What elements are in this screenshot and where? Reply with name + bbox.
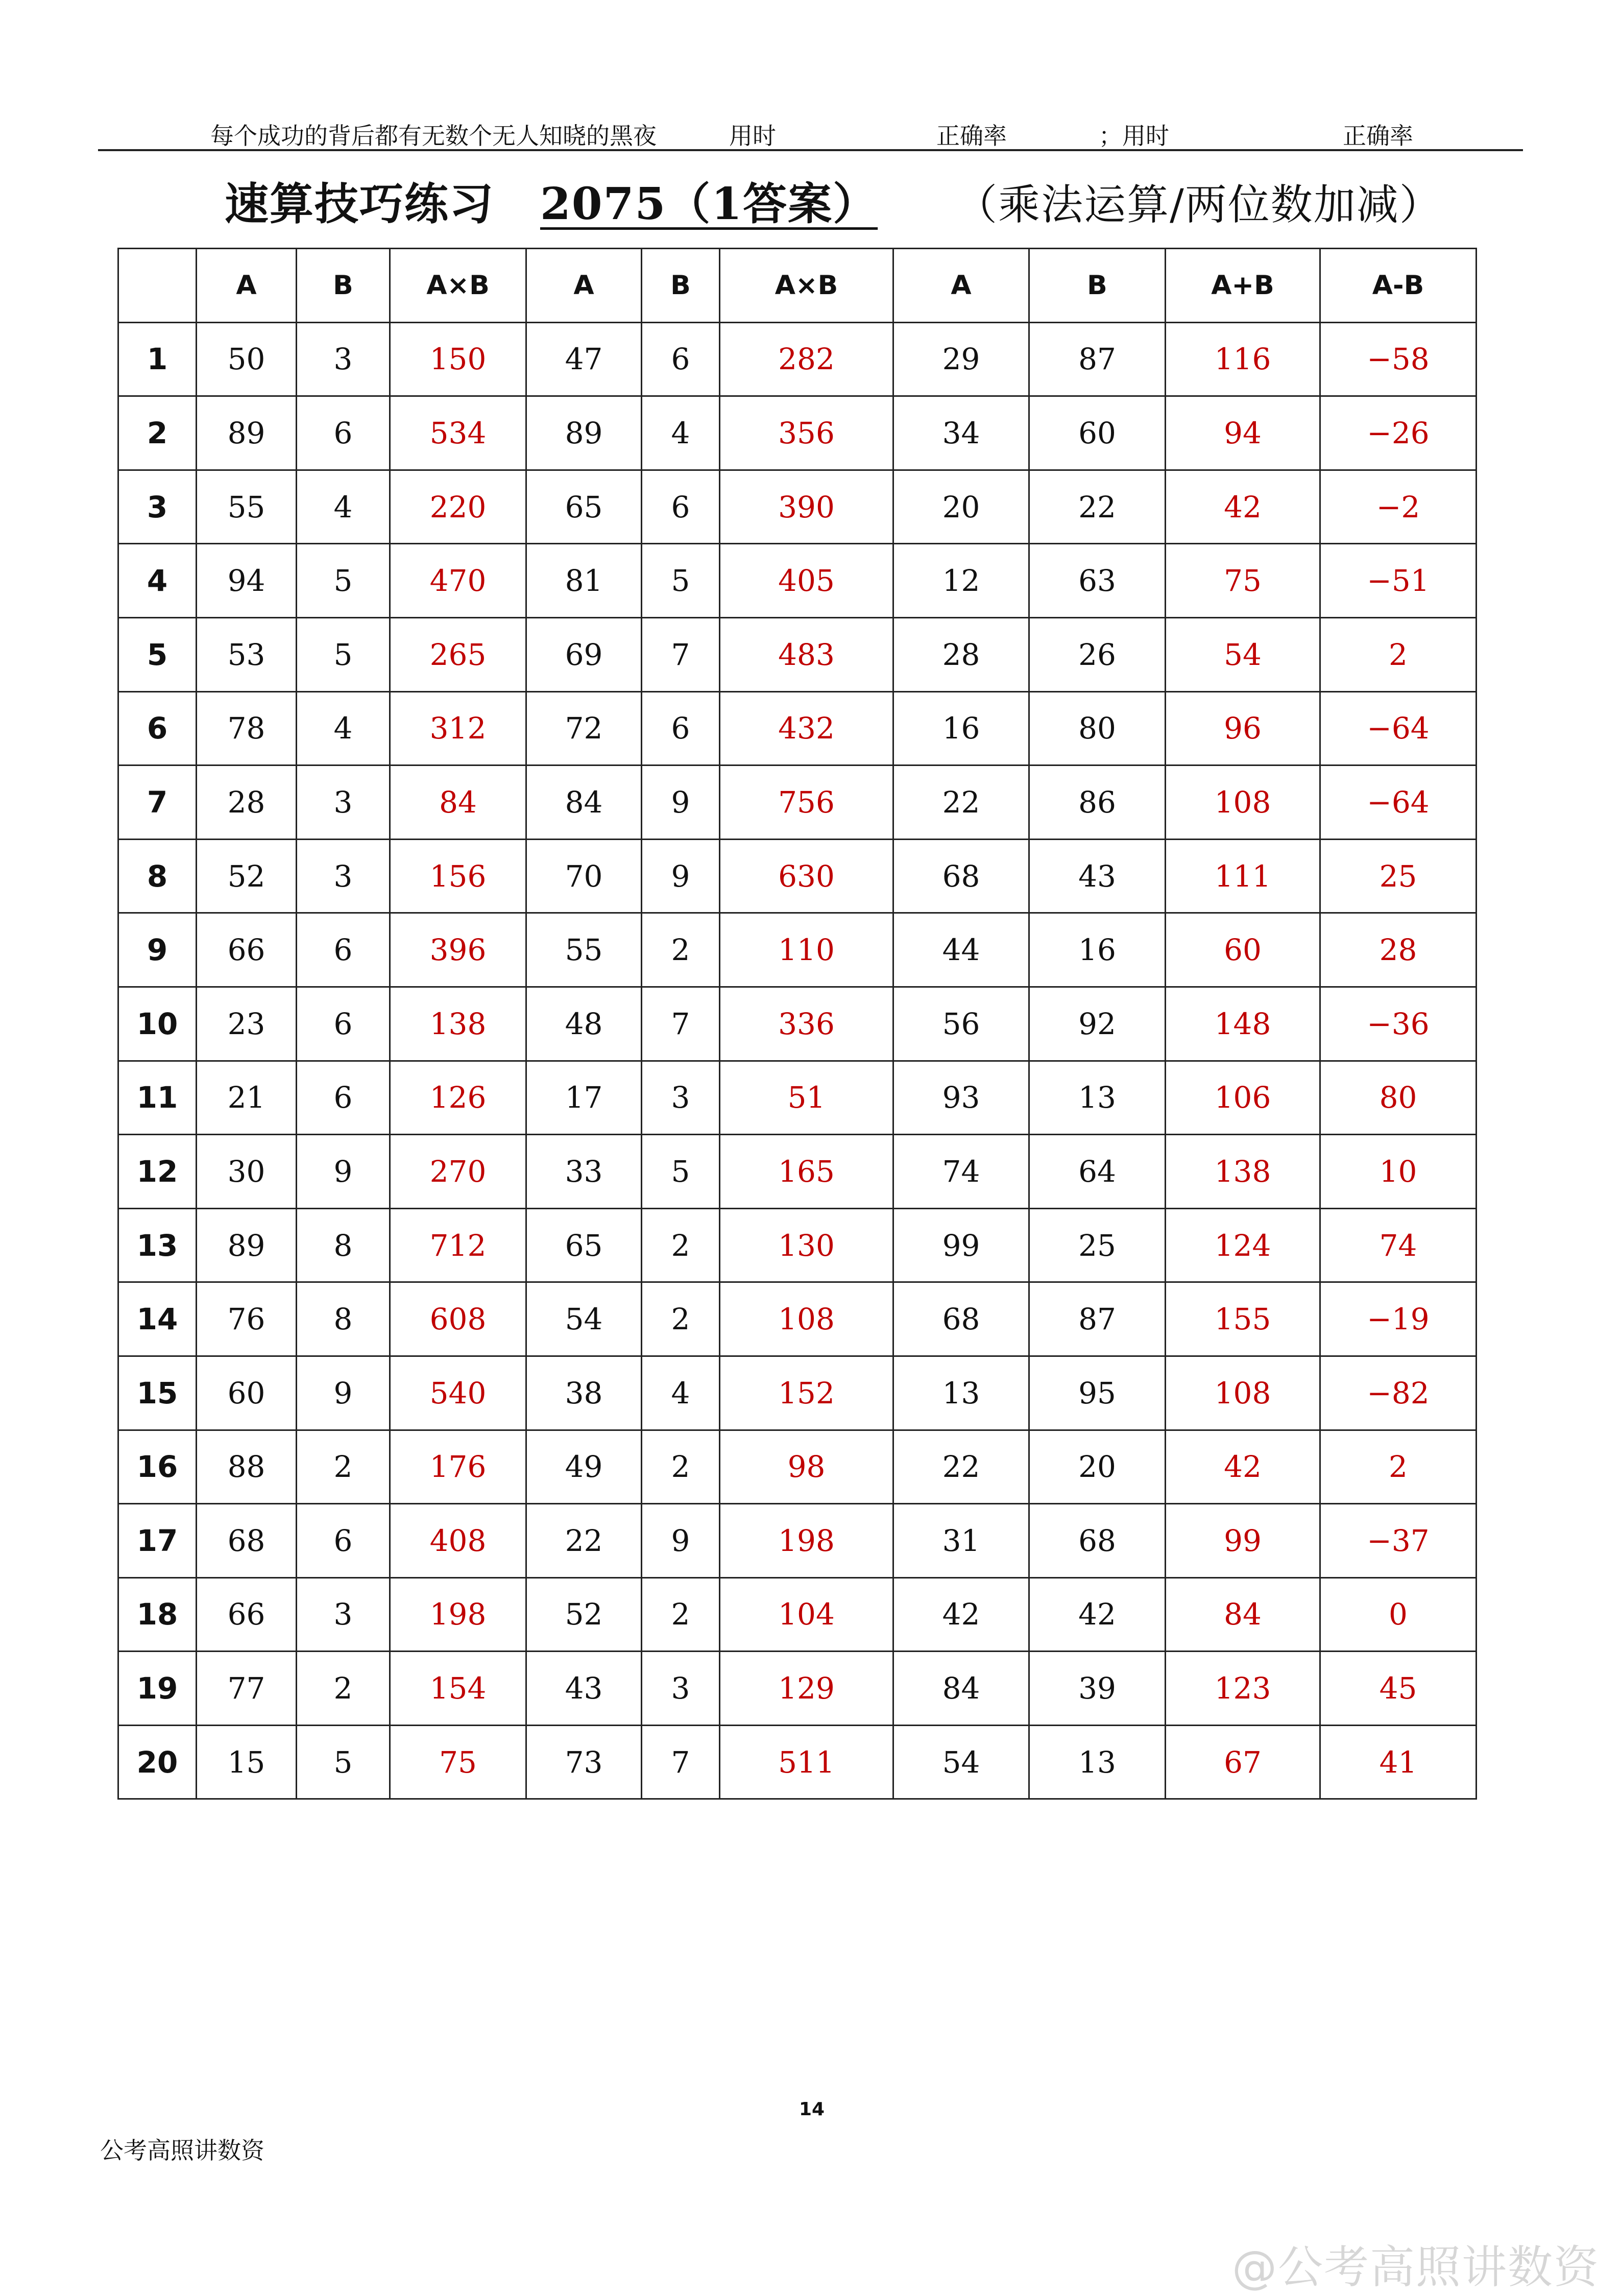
operand-cell: 4 <box>297 470 390 544</box>
table-row <box>118 1208 1477 1282</box>
operand-cell: 13 <box>1029 1725 1166 1799</box>
operand-cell: 5 <box>642 544 720 618</box>
answer-cell: 54 <box>1166 617 1320 691</box>
operand-cell: 7 <box>642 1725 720 1799</box>
row-index: 13 <box>118 1208 197 1282</box>
operand-cell: 86 <box>1029 766 1166 840</box>
answer-cell: 630 <box>720 839 893 913</box>
answer-cell: 42 <box>1166 470 1320 544</box>
operand-cell: 25 <box>1029 1208 1166 1282</box>
operand-cell: 54 <box>526 1282 642 1356</box>
operand-cell: 6 <box>297 913 390 987</box>
table-row <box>118 1577 1477 1652</box>
answer-cell: 608 <box>390 1282 526 1356</box>
answer-cell: −19 <box>1320 1282 1477 1356</box>
answer-cell: 432 <box>720 691 893 766</box>
row-index: 16 <box>118 1430 197 1504</box>
operand-cell: 3 <box>297 839 390 913</box>
operand-cell: 73 <box>526 1725 642 1799</box>
table-row <box>118 544 1477 618</box>
answer-cell: 336 <box>720 987 893 1061</box>
table-row <box>118 1061 1477 1135</box>
operand-cell: 95 <box>1029 1356 1166 1430</box>
operand-cell: 16 <box>893 691 1029 766</box>
answer-cell: 155 <box>1166 1282 1320 1356</box>
operand-cell: 8 <box>297 1282 390 1356</box>
operand-cell: 20 <box>1029 1430 1166 1504</box>
operand-cell: 29 <box>893 322 1029 396</box>
operand-cell: 63 <box>1029 544 1166 618</box>
operand-cell: 3 <box>297 322 390 396</box>
operand-cell: 89 <box>197 396 297 470</box>
operand-cell: 33 <box>526 1135 642 1209</box>
operand-cell: 22 <box>893 766 1029 840</box>
operand-cell: 89 <box>526 396 642 470</box>
row-index: 6 <box>118 691 197 766</box>
operand-cell: 78 <box>197 691 297 766</box>
operand-cell: 2 <box>297 1430 390 1504</box>
answer-cell: 10 <box>1320 1135 1477 1209</box>
answer-cell: 148 <box>1166 987 1320 1061</box>
operand-cell: 13 <box>893 1356 1029 1430</box>
answer-cell: 111 <box>1166 839 1320 913</box>
operand-cell: 22 <box>893 1430 1029 1504</box>
answer-cell: 60 <box>1166 913 1320 987</box>
answer-cell: 129 <box>720 1652 893 1726</box>
operand-cell: 21 <box>197 1061 297 1135</box>
answer-cell: 756 <box>720 766 893 840</box>
operand-cell: 4 <box>642 1356 720 1430</box>
table-row <box>118 691 1477 766</box>
row-index: 8 <box>118 839 197 913</box>
operand-cell: 2 <box>297 1652 390 1726</box>
answer-cell: 25 <box>1320 839 1477 913</box>
answer-cell: 94 <box>1166 396 1320 470</box>
row-index: 5 <box>118 617 197 691</box>
operand-cell: 65 <box>526 1208 642 1282</box>
answer-cell: −51 <box>1320 544 1477 618</box>
row-index: 18 <box>118 1577 197 1652</box>
answer-cell: 108 <box>1166 766 1320 840</box>
table-row <box>118 1725 1477 1799</box>
answer-cell: 130 <box>720 1208 893 1282</box>
operand-cell: 22 <box>1029 470 1166 544</box>
answer-cell: 116 <box>1166 322 1320 396</box>
operand-cell: 72 <box>526 691 642 766</box>
accuracy-blank-2[interactable] <box>1413 130 1490 151</box>
answer-cell: 483 <box>720 617 893 691</box>
answer-cell: −64 <box>1320 766 1477 840</box>
row-index: 1 <box>118 322 197 396</box>
page-number: 14 <box>799 2099 825 2120</box>
operand-cell: 53 <box>197 617 297 691</box>
answer-cell: 74 <box>1320 1208 1477 1282</box>
operand-cell: 50 <box>197 322 297 396</box>
operand-cell: 3 <box>297 1577 390 1652</box>
row-index: 9 <box>118 913 197 987</box>
answer-cell: 270 <box>390 1135 526 1209</box>
answer-cell: 2 <box>1320 1430 1477 1504</box>
operand-cell: 3 <box>297 766 390 840</box>
operand-cell: 68 <box>893 839 1029 913</box>
answer-cell: 511 <box>720 1725 893 1799</box>
row-index: 15 <box>118 1356 197 1430</box>
operand-cell: 30 <box>197 1135 297 1209</box>
answer-cell: 154 <box>390 1652 526 1726</box>
header-cell: B <box>1029 249 1166 323</box>
operand-cell: 64 <box>1029 1135 1166 1209</box>
operand-cell: 3 <box>642 1652 720 1726</box>
operand-cell: 28 <box>893 617 1029 691</box>
answer-cell: 165 <box>720 1135 893 1209</box>
operand-cell: 70 <box>526 839 642 913</box>
table-row <box>118 987 1477 1061</box>
answer-cell: 2 <box>1320 617 1477 691</box>
operand-cell: 6 <box>297 1504 390 1578</box>
operand-cell: 16 <box>1029 913 1166 987</box>
answer-cell: 390 <box>720 470 893 544</box>
answer-cell: 408 <box>390 1504 526 1578</box>
header-cell: A×B <box>390 249 526 323</box>
operand-cell: 2 <box>642 1208 720 1282</box>
operand-cell: 84 <box>526 766 642 840</box>
table-row <box>118 1504 1477 1578</box>
answer-cell: 110 <box>720 913 893 987</box>
header-cell: A <box>197 249 297 323</box>
operand-cell: 20 <box>893 470 1029 544</box>
watermark: @公考高照讲数资 <box>1231 2241 1600 2293</box>
operand-cell: 52 <box>526 1577 642 1652</box>
operand-cell: 60 <box>197 1356 297 1430</box>
page-title <box>225 169 1442 230</box>
table-row <box>118 1652 1477 1726</box>
operand-cell: 76 <box>197 1282 297 1356</box>
operand-cell: 77 <box>197 1652 297 1726</box>
operand-cell: 52 <box>197 839 297 913</box>
operand-cell: 6 <box>297 987 390 1061</box>
table-row <box>118 322 1477 396</box>
title-subtitle: （乘法运算/两位数加减） <box>955 181 1442 229</box>
answer-cell: 28 <box>1320 913 1477 987</box>
answer-cell: 75 <box>1166 544 1320 618</box>
operand-cell: 87 <box>1029 322 1166 396</box>
answer-cell: 198 <box>390 1577 526 1652</box>
operand-cell: 3 <box>642 1061 720 1135</box>
table-header-row <box>118 249 1477 323</box>
row-index: 17 <box>118 1504 197 1578</box>
operand-cell: 60 <box>1029 396 1166 470</box>
answer-cell: 396 <box>390 913 526 987</box>
operand-cell: 5 <box>297 1725 390 1799</box>
row-index: 4 <box>118 544 197 618</box>
operand-cell: 8 <box>297 1208 390 1282</box>
answer-cell: 80 <box>1320 1061 1477 1135</box>
answer-cell: 534 <box>390 396 526 470</box>
operand-cell: 4 <box>297 691 390 766</box>
answer-cell: 152 <box>720 1356 893 1430</box>
operand-cell: 68 <box>893 1282 1029 1356</box>
table-row <box>118 1135 1477 1209</box>
header-cell-index <box>118 249 197 323</box>
table-row <box>118 617 1477 691</box>
table-row <box>118 839 1477 913</box>
answer-cell: 96 <box>1166 691 1320 766</box>
table-row <box>118 913 1477 987</box>
answer-cell: 356 <box>720 396 893 470</box>
operand-cell: 9 <box>297 1135 390 1209</box>
time-used-field-2: ；用时 <box>1099 117 1292 151</box>
row-index: 2 <box>118 396 197 470</box>
operand-cell: 9 <box>642 839 720 913</box>
answer-cell: 42 <box>1166 1430 1320 1504</box>
operand-cell: 94 <box>197 544 297 618</box>
operand-cell: 42 <box>893 1577 1029 1652</box>
operand-cell: 15 <box>197 1725 297 1799</box>
operand-cell: 6 <box>642 470 720 544</box>
operand-cell: 87 <box>1029 1282 1166 1356</box>
operand-cell: 22 <box>526 1504 642 1578</box>
answer-cell: −36 <box>1320 987 1477 1061</box>
operand-cell: 2 <box>642 1577 720 1652</box>
header-cell: A-B <box>1320 249 1477 323</box>
answer-cell: −58 <box>1320 322 1477 396</box>
operand-cell: 65 <box>526 470 642 544</box>
footer-source: 公考高照讲数资 <box>100 2137 264 2164</box>
title-code: 2075（1答案） <box>540 178 878 230</box>
operand-cell: 2 <box>642 1430 720 1504</box>
answer-cell: 712 <box>390 1208 526 1282</box>
operand-cell: 93 <box>893 1061 1029 1135</box>
operand-cell: 92 <box>1029 987 1166 1061</box>
operand-cell: 5 <box>297 544 390 618</box>
answer-cell: −26 <box>1320 396 1477 470</box>
answer-cell: 198 <box>720 1504 893 1578</box>
operand-cell: 12 <box>893 544 1029 618</box>
accuracy-field-1: 正确率 <box>936 117 1093 151</box>
operand-cell: 9 <box>642 1504 720 1578</box>
answer-cell: 0 <box>1320 1577 1477 1652</box>
operand-cell: 23 <box>197 987 297 1061</box>
operand-cell: 54 <box>893 1725 1029 1799</box>
operand-cell: 7 <box>642 987 720 1061</box>
answer-cell: −2 <box>1320 470 1477 544</box>
answer-cell: 41 <box>1320 1725 1477 1799</box>
table-row <box>118 766 1477 840</box>
operand-cell: 2 <box>642 1282 720 1356</box>
operand-cell: 6 <box>297 396 390 470</box>
answer-cell: 126 <box>390 1061 526 1135</box>
operand-cell: 99 <box>893 1208 1029 1282</box>
operand-cell: 56 <box>893 987 1029 1061</box>
operand-cell: 89 <box>197 1208 297 1282</box>
table-row <box>118 396 1477 470</box>
header-motto: 每个成功的背后都有无数个无人知晓的黑夜 <box>210 122 657 150</box>
answer-cell: 108 <box>720 1282 893 1356</box>
operand-cell: 9 <box>642 766 720 840</box>
row-index: 19 <box>118 1652 197 1726</box>
operand-cell: 66 <box>197 913 297 987</box>
answer-cell: −64 <box>1320 691 1477 766</box>
operand-cell: 4 <box>642 396 720 470</box>
table-body <box>118 322 1477 1799</box>
table-row <box>118 1430 1477 1504</box>
answer-cell: 45 <box>1320 1652 1477 1726</box>
operand-cell: 7 <box>642 617 720 691</box>
operand-cell: 43 <box>1029 839 1166 913</box>
operand-cell: 34 <box>893 396 1029 470</box>
answer-cell: −82 <box>1320 1356 1477 1430</box>
row-index: 10 <box>118 987 197 1061</box>
operand-cell: 68 <box>1029 1504 1166 1578</box>
header-cell: B <box>297 249 390 323</box>
operand-cell: 9 <box>297 1356 390 1430</box>
row-index: 11 <box>118 1061 197 1135</box>
operand-cell: 6 <box>642 322 720 396</box>
operand-cell: 81 <box>526 544 642 618</box>
answer-cell: 156 <box>390 839 526 913</box>
operand-cell: 55 <box>197 470 297 544</box>
answer-cell: 220 <box>390 470 526 544</box>
operand-cell: 68 <box>197 1504 297 1578</box>
operand-cell: 49 <box>526 1430 642 1504</box>
operand-cell: 39 <box>1029 1652 1166 1726</box>
answer-cell: 84 <box>1166 1577 1320 1652</box>
answer-cell: 150 <box>390 322 526 396</box>
table-row <box>118 1282 1477 1356</box>
answer-cell: 138 <box>1166 1135 1320 1209</box>
operand-cell: 66 <box>197 1577 297 1652</box>
row-index: 3 <box>118 470 197 544</box>
row-index: 14 <box>118 1282 197 1356</box>
operand-cell: 44 <box>893 913 1029 987</box>
answer-cell: 99 <box>1166 1504 1320 1578</box>
answer-cell: 75 <box>390 1725 526 1799</box>
table-row <box>118 1356 1477 1430</box>
title-main: 速算技巧练习 <box>225 178 494 230</box>
operand-cell: 55 <box>526 913 642 987</box>
answer-cell: 67 <box>1166 1725 1320 1799</box>
operand-cell: 6 <box>297 1061 390 1135</box>
answer-cell: 123 <box>1166 1652 1320 1726</box>
operand-cell: 69 <box>526 617 642 691</box>
header-cell: A+B <box>1166 249 1320 323</box>
header-cell: A×B <box>720 249 893 323</box>
answer-cell: 265 <box>390 617 526 691</box>
row-index: 20 <box>118 1725 197 1799</box>
row-index: 12 <box>118 1135 197 1209</box>
accuracy-field-2: 正确率 <box>1343 117 1490 151</box>
table-row <box>118 470 1477 544</box>
answer-cell: 176 <box>390 1430 526 1504</box>
operand-cell: 74 <box>893 1135 1029 1209</box>
operand-cell: 48 <box>526 987 642 1061</box>
operand-cell: 43 <box>526 1652 642 1726</box>
operand-cell: 2 <box>642 913 720 987</box>
answer-cell: 106 <box>1166 1061 1320 1135</box>
row-index: 7 <box>118 766 197 840</box>
operand-cell: 13 <box>1029 1061 1166 1135</box>
header-cell: B <box>642 249 720 323</box>
operand-cell: 17 <box>526 1061 642 1135</box>
time-used-blank-2[interactable] <box>1169 130 1292 151</box>
operand-cell: 28 <box>197 766 297 840</box>
operand-cell: 38 <box>526 1356 642 1430</box>
answer-cell: 540 <box>390 1356 526 1430</box>
operand-cell: 5 <box>297 617 390 691</box>
answer-cell: 470 <box>390 544 526 618</box>
operand-cell: 6 <box>642 691 720 766</box>
operand-cell: 31 <box>893 1504 1029 1578</box>
answer-cell: 405 <box>720 544 893 618</box>
operand-cell: 47 <box>526 322 642 396</box>
answer-cell: 98 <box>720 1430 893 1504</box>
operand-cell: 26 <box>1029 617 1166 691</box>
answer-cell: 138 <box>390 987 526 1061</box>
answer-cell: 124 <box>1166 1208 1320 1282</box>
answer-cell: −37 <box>1320 1504 1477 1578</box>
operand-cell: 88 <box>197 1430 297 1504</box>
answer-cell: 312 <box>390 691 526 766</box>
answer-cell: 108 <box>1166 1356 1320 1430</box>
answer-cell: 51 <box>720 1061 893 1135</box>
header-cell: A <box>526 249 642 323</box>
operand-cell: 84 <box>893 1652 1029 1726</box>
operand-cell: 5 <box>642 1135 720 1209</box>
page-header <box>98 112 1523 151</box>
time-used-blank-1[interactable] <box>776 130 899 151</box>
header-cell: A <box>893 249 1029 323</box>
answer-cell: 282 <box>720 322 893 396</box>
answer-cell: 104 <box>720 1577 893 1652</box>
time-used-field-1: 用时 <box>729 117 899 151</box>
operand-cell: 42 <box>1029 1577 1166 1652</box>
accuracy-blank-1[interactable] <box>1007 130 1093 151</box>
answer-table <box>117 248 1477 1800</box>
answer-cell: 84 <box>390 766 526 840</box>
operand-cell: 80 <box>1029 691 1166 766</box>
